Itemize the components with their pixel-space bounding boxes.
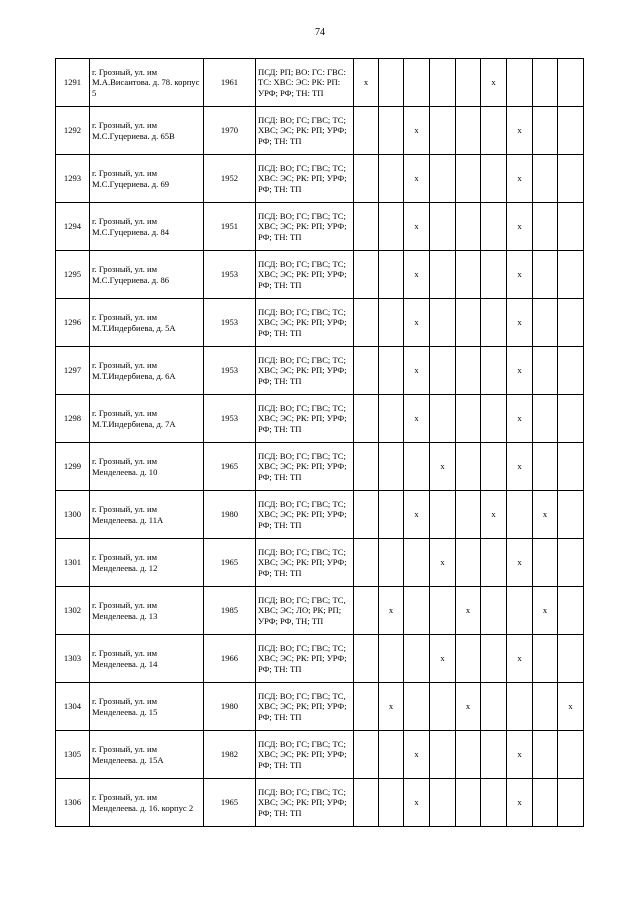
work-mark-cell [558, 155, 584, 203]
work-mark-cell: x [507, 539, 533, 587]
work-mark-cell [404, 59, 430, 107]
work-mark-cell [481, 203, 507, 251]
work-mark-cell [354, 635, 379, 683]
work-mark-cell [456, 155, 481, 203]
work-mark-cell [481, 155, 507, 203]
year-cell: 1951 [204, 203, 256, 251]
systems-cell: ПСД; ВО; ГС; ГВС; ТС, ХВС; ЭС; ЛО; РК; РП; УРФ; РФ, ТН; ТП [256, 587, 354, 635]
work-mark-cell [456, 779, 481, 827]
work-mark-cell [558, 107, 584, 155]
work-mark-cell [404, 635, 430, 683]
work-mark-cell: x [404, 299, 430, 347]
systems-cell: ПСД: РП; ВО: ГС: ГВС: ТС: ХВС: ЭС: РК: РП: УРФ; РФ; ТН: ТП [256, 59, 354, 107]
work-mark-cell [430, 203, 456, 251]
table-row [56, 155, 584, 203]
work-mark-cell: x [481, 59, 507, 107]
work-mark-cell: x [404, 251, 430, 299]
work-mark-cell [507, 59, 533, 107]
row-number: 1292 [56, 107, 90, 155]
work-mark-cell [430, 107, 456, 155]
address-cell: г. Грозный, ул. им М.А.Висаитова. д. 78. корпус 5 [90, 59, 204, 107]
work-mark-cell [558, 443, 584, 491]
row-number: 1299 [56, 443, 90, 491]
row-number: 1291 [56, 59, 90, 107]
year-cell: 1965 [204, 443, 256, 491]
work-mark-cell [481, 539, 507, 587]
work-mark-cell [354, 443, 379, 491]
work-mark-cell [354, 779, 379, 827]
table-row [56, 347, 584, 395]
address-cell: г. Грозный, ул. им Менделеева. д. 16. корпус 2 [90, 779, 204, 827]
work-mark-cell [481, 731, 507, 779]
systems-cell: ПСД: ВО; ГС; ГВС; ТС; ХВС; ЭС; РК: РП; УРФ; РФ; ТН: ТП [256, 539, 354, 587]
work-mark-cell [481, 635, 507, 683]
table-row [56, 251, 584, 299]
systems-cell: ПСД: ВО; ГС; ГВС; ТС; ХВС; ЭС; РК: РП; УРФ; РФ; ТН: ТП [256, 731, 354, 779]
work-mark-cell [481, 251, 507, 299]
work-mark-cell: x [507, 299, 533, 347]
work-mark-cell: x [507, 347, 533, 395]
work-mark-cell [481, 683, 507, 731]
work-mark-cell: x [507, 107, 533, 155]
work-mark-cell [379, 395, 404, 443]
address-cell: г. Грозный, ул. им Менделеева. д. 11А [90, 491, 204, 539]
address-cell: г. Грозный, ул. им Менделеева. д. 14 [90, 635, 204, 683]
work-mark-cell [558, 587, 584, 635]
work-mark-cell [456, 299, 481, 347]
work-mark-cell: x [379, 683, 404, 731]
table-row [56, 779, 584, 827]
table-row [56, 635, 584, 683]
year-cell: 1985 [204, 587, 256, 635]
work-mark-cell [379, 539, 404, 587]
work-mark-cell [379, 155, 404, 203]
work-mark-cell [354, 203, 379, 251]
work-mark-cell: x [404, 203, 430, 251]
systems-cell: ПСД: ВО; ГС; ГВС; ТС, ХВС; ЭС; РК; РП; УРФ; РФ; ТН: ТП [256, 683, 354, 731]
work-mark-cell: x [404, 395, 430, 443]
table-row [56, 443, 584, 491]
work-mark-cell [379, 59, 404, 107]
row-number: 1295 [56, 251, 90, 299]
systems-cell: ПСД: ВО; ГС; ГВС; ТС; ХВС; ЭС; РК: РП; УРФ; РФ; ТН: ТП [256, 491, 354, 539]
work-mark-cell [354, 395, 379, 443]
systems-cell: ПСД: ВО; ГС; ГВС; ТС; ХВС; ЭС; РК: РП; УРФ; РФ; ТН: ТП [256, 443, 354, 491]
table-row [56, 203, 584, 251]
systems-cell: ПСД: ВО; ГС; ГВС; ТС; ХВС; ЭС; РК: РП; УРФ; РФ; ТН: ТП [256, 107, 354, 155]
work-mark-cell [354, 299, 379, 347]
row-number: 1293 [56, 155, 90, 203]
address-cell: г. Грозный, ул. им Менделеева. д. 15 [90, 683, 204, 731]
work-mark-cell [379, 299, 404, 347]
work-mark-cell: x [456, 587, 481, 635]
work-mark-cell [507, 491, 533, 539]
work-mark-cell [354, 347, 379, 395]
work-mark-cell [379, 251, 404, 299]
row-number: 1305 [56, 731, 90, 779]
work-mark-cell [379, 779, 404, 827]
table-row [56, 587, 584, 635]
row-number: 1306 [56, 779, 90, 827]
table-row [56, 539, 584, 587]
year-cell: 1982 [204, 731, 256, 779]
address-cell: г. Грозный, ул. им Менделеева. д. 13 [90, 587, 204, 635]
work-mark-cell [558, 347, 584, 395]
table-row [56, 683, 584, 731]
work-mark-cell [354, 155, 379, 203]
work-mark-cell [481, 395, 507, 443]
work-mark-cell [404, 443, 430, 491]
work-mark-cell [430, 347, 456, 395]
work-mark-cell [456, 395, 481, 443]
work-mark-cell [430, 491, 456, 539]
work-mark-cell [456, 347, 481, 395]
address-cell: г. Грозный, ул. им М.Т.Индербиева, д. 7А [90, 395, 204, 443]
work-mark-cell [354, 107, 379, 155]
work-mark-cell [430, 395, 456, 443]
work-mark-cell: x [481, 491, 507, 539]
work-mark-cell [558, 491, 584, 539]
work-mark-cell: x [430, 443, 456, 491]
row-number: 1298 [56, 395, 90, 443]
work-mark-cell [430, 155, 456, 203]
year-cell: 1965 [204, 779, 256, 827]
work-mark-cell [533, 731, 558, 779]
work-mark-cell [558, 539, 584, 587]
work-mark-cell [533, 347, 558, 395]
work-mark-cell [533, 779, 558, 827]
work-mark-cell [456, 203, 481, 251]
table-row [56, 299, 584, 347]
work-mark-cell [533, 107, 558, 155]
work-mark-cell: x [404, 731, 430, 779]
work-mark-cell [430, 731, 456, 779]
work-mark-cell [533, 203, 558, 251]
table-row [56, 395, 584, 443]
work-mark-cell [354, 491, 379, 539]
work-mark-cell [558, 779, 584, 827]
systems-cell: ПСД: ВО; ГС; ГВС; ТС; ХВС; ЭС; РК: РП; УРФ; РФ; ТН: ТП [256, 203, 354, 251]
work-mark-cell: x [404, 491, 430, 539]
table-row [56, 59, 584, 107]
work-mark-cell [430, 251, 456, 299]
systems-cell: ПСД: ВО; ГС; ГВС; ТС; ХВС; ЭС; РК: РП; УРФ; РФ; ТН: ТП [256, 251, 354, 299]
work-mark-cell [456, 731, 481, 779]
address-cell: г. Грозный, ул. им Менделеева. д. 10 [90, 443, 204, 491]
work-mark-cell [456, 107, 481, 155]
systems-cell: ПСД: ВО; ГС; ГВС; ТС; ХВС; ЭС; РК: РП; УРФ; РФ; ТН: ТП [256, 779, 354, 827]
work-mark-cell: x [507, 203, 533, 251]
work-mark-cell [430, 779, 456, 827]
work-mark-cell [507, 683, 533, 731]
work-mark-cell [558, 203, 584, 251]
address-cell: г. Грозный, ул. им М.С.Гуцериева. д. 69 [90, 155, 204, 203]
table-row [56, 731, 584, 779]
work-mark-cell: x [507, 155, 533, 203]
work-mark-cell: x [507, 443, 533, 491]
work-mark-cell: x [354, 59, 379, 107]
work-mark-cell [558, 635, 584, 683]
work-mark-cell [430, 587, 456, 635]
row-number: 1294 [56, 203, 90, 251]
work-mark-cell: x [430, 539, 456, 587]
work-mark-cell [404, 683, 430, 731]
table-row [56, 107, 584, 155]
row-number: 1304 [56, 683, 90, 731]
work-mark-cell [456, 491, 481, 539]
address-cell: г. Грозный, ул. им Менделеева. д. 15А [90, 731, 204, 779]
year-cell: 1965 [204, 539, 256, 587]
work-mark-cell [354, 251, 379, 299]
work-mark-cell [533, 635, 558, 683]
address-cell: г. Грозный, ул. им М.С.Гуцериева. д. 86 [90, 251, 204, 299]
work-mark-cell [481, 107, 507, 155]
table-body [56, 59, 584, 827]
work-mark-cell [354, 731, 379, 779]
work-mark-cell [533, 539, 558, 587]
work-mark-cell [558, 731, 584, 779]
work-mark-cell [558, 299, 584, 347]
work-mark-cell: x [404, 347, 430, 395]
work-mark-cell [430, 59, 456, 107]
work-mark-cell [379, 731, 404, 779]
work-mark-cell: x [558, 683, 584, 731]
systems-cell: ПСД: ВО; ГС; ГВС; ТС; ХВС; ЭС; РК: РП; УРФ; РФ; ТН: ТП [256, 635, 354, 683]
work-mark-cell [456, 539, 481, 587]
work-mark-cell [558, 59, 584, 107]
work-mark-cell: x [533, 491, 558, 539]
work-mark-cell: x [507, 779, 533, 827]
address-cell: г. Грозный, ул. им М.С.Гуцериева. д. 84 [90, 203, 204, 251]
work-mark-cell: x [507, 731, 533, 779]
work-mark-cell [404, 539, 430, 587]
work-mark-cell: x [404, 107, 430, 155]
work-mark-cell [379, 203, 404, 251]
systems-cell: ПСД: ВО; ГС; ГВС; ТС; ХВС; ЭС; РК: РП; УРФ; РФ; ТН: ТП [256, 347, 354, 395]
work-mark-cell [379, 107, 404, 155]
year-cell: 1952 [204, 155, 256, 203]
work-mark-cell [481, 299, 507, 347]
work-mark-cell [558, 251, 584, 299]
work-mark-cell [456, 251, 481, 299]
year-cell: 1953 [204, 347, 256, 395]
work-mark-cell [354, 683, 379, 731]
systems-cell: ПСД: ВО; ГС; ГВС; ТС; ХВС: ЭС; РК: РП; УРФ; РФ; ТН: ТП [256, 155, 354, 203]
work-mark-cell [354, 539, 379, 587]
work-mark-cell [379, 443, 404, 491]
work-mark-cell [481, 587, 507, 635]
work-mark-cell: x [507, 395, 533, 443]
year-cell: 1980 [204, 491, 256, 539]
address-cell: г. Грозный, ул. им Менделеева. д. 12 [90, 539, 204, 587]
row-number: 1303 [56, 635, 90, 683]
year-cell: 1953 [204, 251, 256, 299]
register-table [55, 58, 584, 827]
work-mark-cell [533, 395, 558, 443]
work-mark-cell: x [404, 155, 430, 203]
work-mark-cell: x [456, 683, 481, 731]
address-cell: г. Грозный, ул. им М.С.Гуцериева. д. 65В [90, 107, 204, 155]
work-mark-cell: x [404, 779, 430, 827]
work-mark-cell [533, 155, 558, 203]
year-cell: 1980 [204, 683, 256, 731]
work-mark-cell [533, 683, 558, 731]
address-cell: г. Грозный, ул. им М.Т.Индербиева, д. 6А [90, 347, 204, 395]
row-number: 1302 [56, 587, 90, 635]
row-number: 1301 [56, 539, 90, 587]
work-mark-cell [379, 347, 404, 395]
row-number: 1300 [56, 491, 90, 539]
work-mark-cell [533, 59, 558, 107]
work-mark-cell [430, 299, 456, 347]
work-mark-cell [404, 587, 430, 635]
year-cell: 1953 [204, 299, 256, 347]
work-mark-cell [354, 587, 379, 635]
year-cell: 1953 [204, 395, 256, 443]
work-mark-cell [533, 443, 558, 491]
work-mark-cell [481, 347, 507, 395]
year-cell: 1970 [204, 107, 256, 155]
row-number: 1296 [56, 299, 90, 347]
work-mark-cell: x [507, 635, 533, 683]
work-mark-cell [533, 251, 558, 299]
work-mark-cell [456, 443, 481, 491]
systems-cell: ПСД: ВО; ГС; ГВС; ТС; ХВС; ЭС; РК: РП; УРФ; РФ; ТН: ТП [256, 395, 354, 443]
year-cell: 1961 [204, 59, 256, 107]
work-mark-cell [456, 59, 481, 107]
year-cell: 1966 [204, 635, 256, 683]
work-mark-cell [430, 683, 456, 731]
work-mark-cell [507, 587, 533, 635]
work-mark-cell: x [379, 587, 404, 635]
work-mark-cell [379, 635, 404, 683]
work-mark-cell [456, 635, 481, 683]
work-mark-cell [481, 779, 507, 827]
address-cell: г. Грозный, ул. им М.Т.Индербиева, д. 5А [90, 299, 204, 347]
work-mark-cell [558, 395, 584, 443]
work-mark-cell [533, 299, 558, 347]
page-number: 74 [315, 27, 325, 38]
work-mark-cell: x [507, 251, 533, 299]
work-mark-cell [379, 491, 404, 539]
systems-cell: ПСД: ВО; ГС; ГВС; ТС; ХВС; ЭС; РК: РП; УРФ; РФ; ТН: ТП [256, 299, 354, 347]
work-mark-cell: x [533, 587, 558, 635]
work-mark-cell [481, 443, 507, 491]
table-row [56, 491, 584, 539]
row-number: 1297 [56, 347, 90, 395]
work-mark-cell: x [430, 635, 456, 683]
